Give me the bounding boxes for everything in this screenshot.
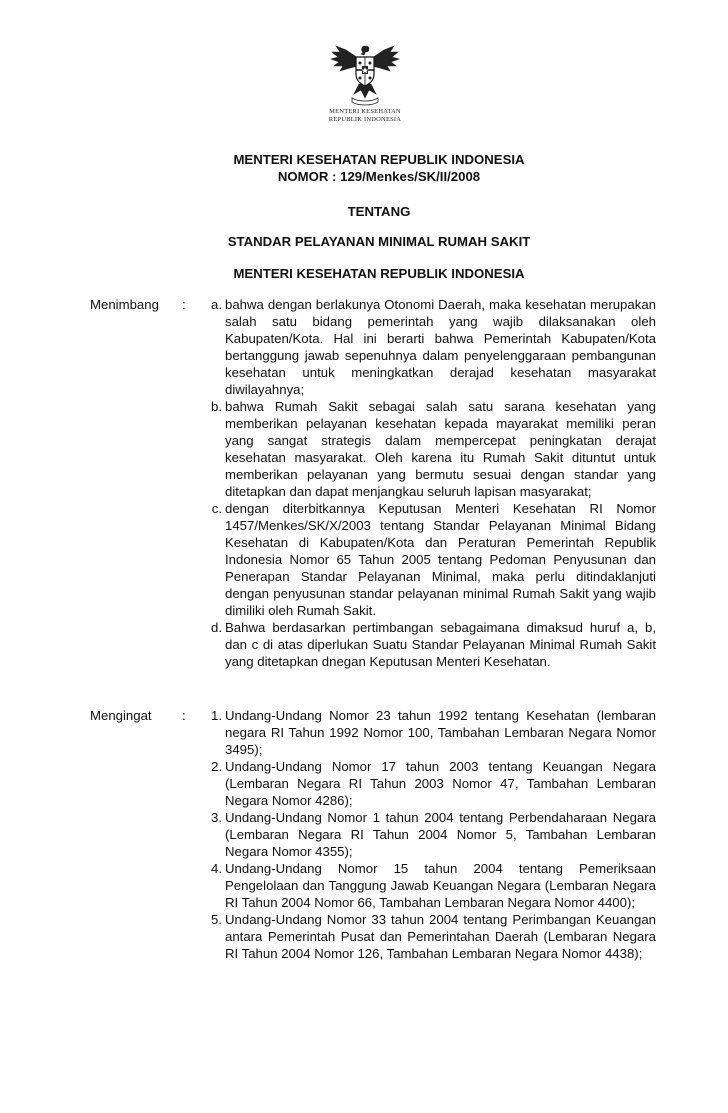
- menimbang-item-a: [90, 296, 656, 398]
- item-marker: 1.: [211, 708, 222, 723]
- item-marker: 2.: [211, 759, 222, 774]
- item-text: Undang-Undang Nomor 17 tahun 2003 tentang Keuangan Negara (Lembaran Negara RI Tahun 2003 Nomor 47, Tambahan Lembaran Negara Nomor 4286);: [225, 759, 656, 808]
- item-text: Undang-Undang Nomor 15 tahun 2004 tentang Pemeriksaan Pengelolaan dan Tanggung Jawab Keuangan Negara (Lembaran Negara RI Tahun 2004 Nomor 66, Tambahan Lembaran Negara Nomor 4400);: [225, 861, 656, 910]
- item-text: Undang-Undang Nomor 23 tahun 1992 tentang Kesehatan (lembaran negara RI Tahun 1992 Nomor 100, Tambahan Lembaran Negara Nomor 3495);: [225, 708, 656, 757]
- menimbang-label: Menimbang: [90, 297, 159, 312]
- emblem-block: [322, 40, 408, 124]
- item-marker: c.: [211, 501, 222, 516]
- item-text: bahwa Rumah Sakit sebagai salah satu sarana kesehatan yang memberikan pelayanan kesehatan kepada mayarakat memiliki peran yang sangat strategis dalam mempercepat peningkatan derajat kesehatan masyarakat. Oleh karena itu Rumah Sakit dituntut untuk memberikan pelayanan yang bermutu sesuai dengan standar yang ditetapkan dan dapat menjangkau seluruh lapisan masyarakat;: [225, 399, 656, 499]
- mengingat-item-4: [90, 860, 656, 911]
- decree-number: NOMOR : 129/Menkes/SK/II/2008: [277, 169, 481, 184]
- mengingat-colon: :: [182, 708, 186, 723]
- item-text: Undang-Undang Nomor 33 tahun 2004 tentang Perimbangan Keuangan antara Pemerintah Pusat dan Pemerintahan Daerah (Lembaran Negara RI Tahun 2004 Nomor 126, Tambahan Lembaran Negara Nomor 4438);: [225, 912, 656, 961]
- decree-subject: STANDAR PELAYANAN MINIMAL RUMAH SAKIT: [227, 234, 531, 249]
- emblem-caption-line2: REPUBLIK INDONESIA: [328, 116, 402, 123]
- item-text: Bahwa berdasarkan pertimbangan sebagaimana dimaksud huruf a, b, dan c di atas diperlukan Suatu Standar Pelayanan Minimal Rumah Sakit yang ditetapkan dnegan Keputusan Menteri Kesehatan.: [225, 620, 656, 669]
- item-marker: b.: [211, 399, 222, 414]
- item-marker: 4.: [211, 861, 222, 876]
- header-title: MENTERI KESEHATAN REPUBLIK INDONESIA: [233, 152, 525, 167]
- item-marker: a.: [211, 297, 222, 312]
- emblem-caption: [322, 108, 408, 124]
- item-text: Undang-Undang Nomor 1 tahun 2004 tentang Perbendaharaan Negara (Lembaran Negara RI Tahun 2004 Nomor 5, Tambahan Lembaran Negara Nomor 4355);: [225, 810, 656, 859]
- menimbang-item-c: [90, 500, 656, 619]
- menimbang-section: [90, 296, 656, 670]
- menimbang-item-b: [90, 398, 656, 500]
- item-marker: 3.: [211, 810, 222, 825]
- mengingat-section: [90, 707, 656, 962]
- mengingat-item-2: [90, 758, 656, 809]
- mengingat-item-1: [90, 707, 656, 758]
- garuda-emblem-icon: [328, 40, 402, 106]
- mengingat-label: Mengingat: [90, 708, 152, 723]
- item-text: dengan diterbitkannya Keputusan Menteri Kesehatan RI Nomor 1457/Menkes/SK/X/2003 tentang Standar Pelayanan Minimal Bidang Kesehatan di Kabupaten/Kota dan Peraturan Pemerintah Republik Indonesia Nomor 65 Tahun 2005 tentang Pedoman Penyusunan dan Penerapan Standar Pelayanan Minimal, maka perlu ditindaklanjuti dengan penyusunan standar pelayanan minimal Rumah Sakit yang wajib dimiliki oleh Rumah Sakit.: [225, 501, 656, 618]
- header-about: TENTANG: [347, 204, 411, 219]
- menimbang-colon: :: [182, 297, 186, 312]
- item-text: bahwa dengan berlakunya Otonomi Daerah, maka kesehatan merupakan salah satu bidang pemerintah yang wajib dilaksanakan oleh Kabupaten/Kota. Hal ini berarti bahwa Pemerintah Kabupaten/Kota bertanggung jawab sepenuhnya dalam penyelenggaraan pembangunan kesehatan untuk meningkatkan derajad kesehatan masyarakat diwilayahnya;: [225, 297, 656, 397]
- emblem-caption-line1: MENTERI KESEHATAN: [329, 108, 401, 115]
- mengingat-item-5: [90, 911, 656, 962]
- decree-issuer: MENTERI KESEHATAN REPUBLIK INDONESIA: [233, 266, 525, 281]
- menimbang-item-d: [90, 619, 656, 670]
- item-marker: 5.: [211, 912, 222, 927]
- item-marker: d.: [211, 620, 222, 635]
- mengingat-item-3: [90, 809, 656, 860]
